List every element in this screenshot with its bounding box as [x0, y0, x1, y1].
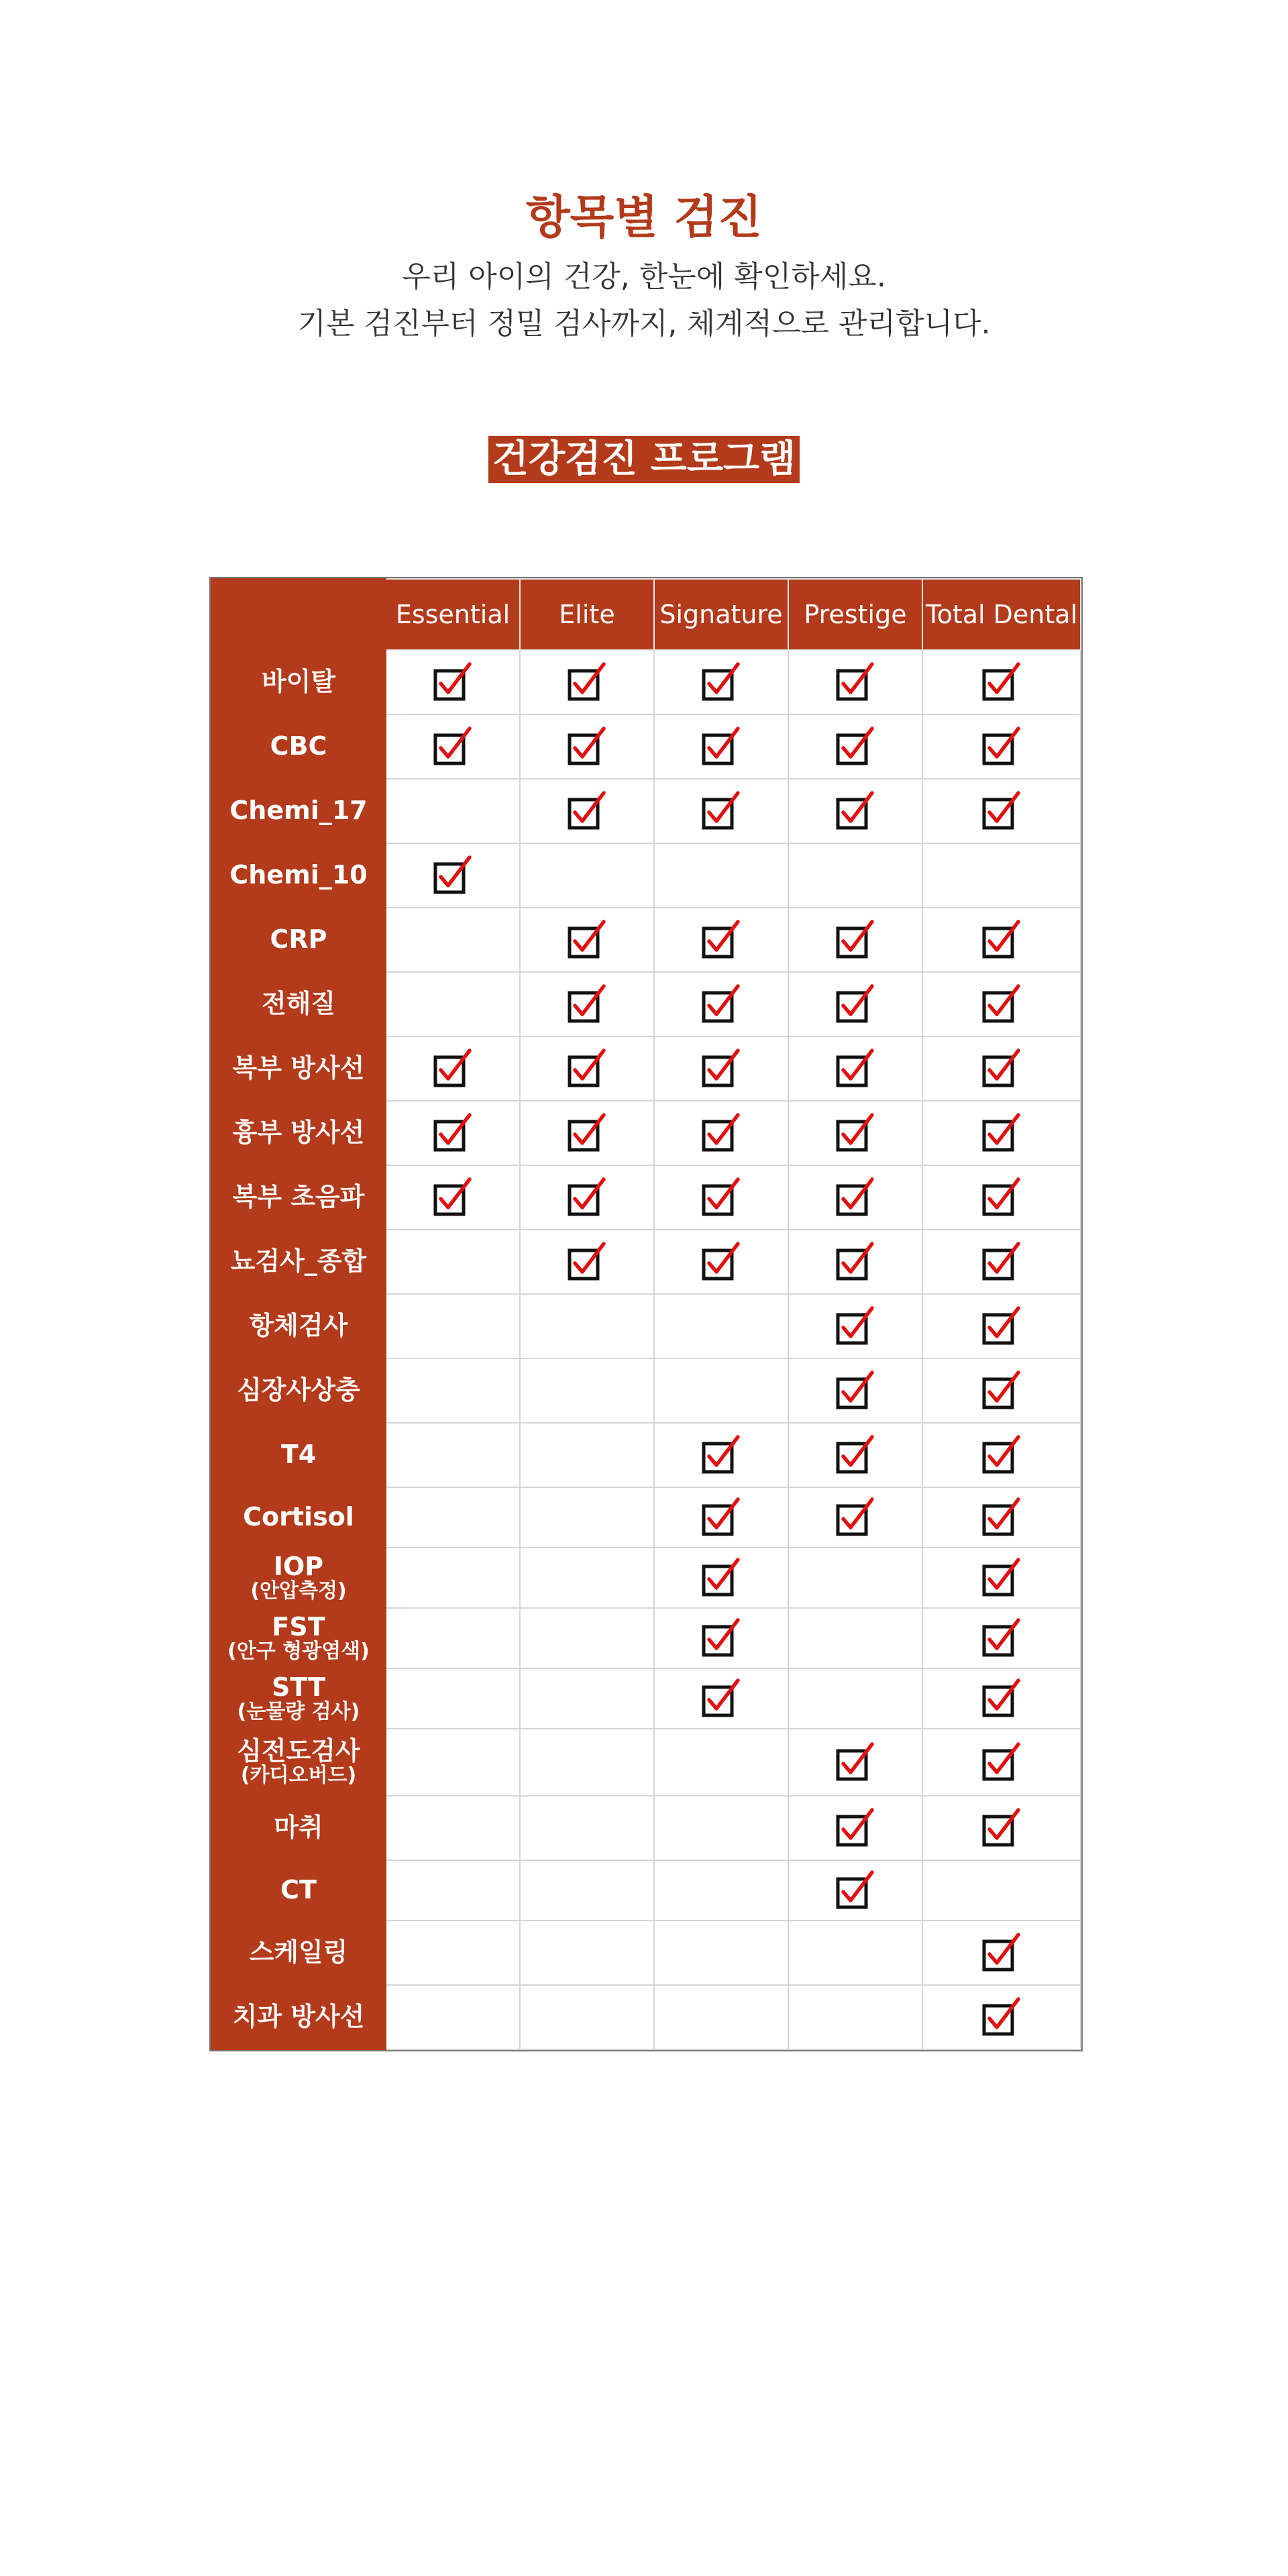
row-header-cell — [211, 908, 386, 972]
table-row — [211, 1165, 1081, 1230]
table-cell — [788, 1230, 922, 1294]
table-cell — [922, 1985, 1081, 2049]
table-cell — [520, 1548, 654, 1608]
table-cell — [788, 1729, 922, 1796]
table-cell — [922, 1165, 1081, 1230]
checkmark-icon — [835, 1497, 876, 1538]
checkmark-icon — [566, 1177, 608, 1218]
row-label: 심장사상충 — [237, 1375, 360, 1405]
table-cell — [386, 908, 520, 972]
row-header-cell — [211, 1548, 386, 1608]
row-label: 항체검사 — [249, 1311, 348, 1341]
table-row — [211, 1423, 1081, 1487]
row-header-cell — [211, 1985, 386, 2049]
table-row — [211, 1036, 1081, 1101]
table-cell — [654, 843, 788, 908]
table-cell — [788, 1487, 922, 1548]
checkmark-icon — [981, 790, 1022, 832]
table-cell — [386, 843, 520, 908]
row-label: T4 — [280, 1440, 317, 1470]
table-cell — [386, 1608, 520, 1668]
table-cell — [386, 1729, 520, 1796]
row-label: 바이탈 — [261, 667, 336, 697]
page-title: 항목별 검진 — [525, 191, 763, 244]
checkmark-icon — [981, 1678, 1022, 1719]
table-cell — [788, 779, 922, 843]
checkmark-icon — [835, 1370, 876, 1411]
table-cell — [386, 650, 520, 714]
table-cell — [922, 1423, 1081, 1487]
table-cell — [386, 1668, 520, 1729]
table-cell — [654, 650, 788, 714]
table-cell — [520, 1668, 654, 1729]
table-cell — [788, 1165, 922, 1230]
row-header-cell — [211, 1423, 386, 1487]
checkmark-icon — [700, 1678, 742, 1719]
table-cell — [654, 1423, 788, 1487]
checkmark-icon — [981, 1177, 1022, 1218]
row-label: IOP — [273, 1552, 324, 1582]
table-cell — [922, 1230, 1081, 1294]
row-label: FST — [272, 1612, 325, 1642]
checkmark-icon — [835, 1112, 876, 1154]
row-label: 복부 방사선 — [232, 1053, 365, 1083]
checkmark-icon — [981, 983, 1022, 1025]
checkup-comparison-table — [211, 578, 1081, 2050]
checkmark-icon — [981, 661, 1022, 703]
checkmark-icon — [700, 726, 742, 767]
table-cell — [520, 1165, 654, 1230]
checkmark-icon — [981, 1370, 1022, 1411]
row-header-cell — [211, 1101, 386, 1165]
table-cell — [520, 779, 654, 843]
table-cell — [922, 779, 1081, 843]
page-subtitle-line1: 우리 아이의 건강, 한눈에 확인하세요. — [402, 260, 886, 294]
checkmark-icon — [981, 1048, 1022, 1089]
table-cell — [654, 972, 788, 1036]
table-cell — [654, 1668, 788, 1729]
checkmark-icon — [981, 1807, 1022, 1849]
table-cell — [788, 972, 922, 1036]
checkmark-icon — [700, 919, 742, 961]
row-header-cell — [211, 1487, 386, 1548]
checkmark-icon — [432, 855, 474, 896]
table-cell — [654, 1165, 788, 1230]
table-row — [211, 714, 1081, 779]
row-label: CRP — [270, 924, 327, 955]
table-cell — [654, 1036, 788, 1101]
row-header-cell — [211, 1668, 386, 1729]
checkmark-icon — [700, 1557, 742, 1599]
table-cell — [654, 1921, 788, 1985]
checkmark-icon — [700, 1048, 742, 1089]
table-cell — [788, 650, 922, 714]
table-cell — [520, 1294, 654, 1358]
table-cell — [520, 1036, 654, 1101]
row-sublabel: (카디오버드) — [240, 1764, 357, 1788]
table-cell — [386, 1860, 520, 1921]
row-header-cell — [211, 1796, 386, 1860]
row-label: CT — [280, 1875, 317, 1905]
program-title: 건강검진 프로그램 — [488, 436, 800, 483]
row-label: CBC — [270, 731, 327, 761]
row-header-cell — [211, 1921, 386, 1985]
row-header-cell — [211, 1860, 386, 1921]
checkmark-icon — [981, 1557, 1022, 1599]
table-cell — [386, 1985, 520, 2049]
table-row — [211, 1985, 1081, 2049]
row-header-cell — [211, 843, 386, 908]
table-cell — [788, 1796, 922, 1860]
table-row — [211, 1608, 1081, 1668]
checkmark-icon — [835, 1177, 876, 1218]
checkmark-icon — [835, 1048, 876, 1089]
checkmark-icon — [981, 1932, 1022, 1974]
table-cell — [922, 1548, 1081, 1608]
table-row — [211, 650, 1081, 714]
table-cell — [788, 1358, 922, 1423]
table-cell — [788, 1860, 922, 1921]
column-header-total-dental: Total Dental — [922, 579, 1081, 650]
table-cell — [788, 843, 922, 908]
row-label: Chemi_10 — [229, 860, 368, 890]
table-cell — [520, 1796, 654, 1860]
checkmark-icon — [566, 661, 608, 703]
table-row — [211, 1294, 1081, 1358]
row-label: Chemi_17 — [229, 796, 368, 826]
row-sublabel: (안압측정) — [250, 1579, 347, 1603]
checkmark-icon — [835, 1870, 876, 1911]
checkmark-icon — [566, 1112, 608, 1154]
table-row — [211, 1101, 1081, 1165]
column-header-essential: Essential — [386, 579, 520, 650]
row-label: 스케일링 — [249, 1937, 348, 1968]
table-cell — [386, 1548, 520, 1608]
checkmark-icon — [981, 726, 1022, 767]
table-corner-cell — [211, 579, 386, 650]
table-cell — [654, 1358, 788, 1423]
table-cell — [386, 1101, 520, 1165]
table-cell — [386, 1294, 520, 1358]
table-cell — [654, 1608, 788, 1668]
table-cell — [654, 908, 788, 972]
table-cell — [520, 1101, 654, 1165]
row-header-cell — [211, 1358, 386, 1423]
table-cell — [654, 1230, 788, 1294]
table-cell — [386, 1487, 520, 1548]
table-row — [211, 1548, 1081, 1608]
table-cell — [520, 972, 654, 1036]
table-cell — [788, 1548, 922, 1608]
table-cell — [386, 1230, 520, 1294]
table-cell — [520, 1729, 654, 1796]
table-row — [211, 1796, 1081, 1860]
column-header-signature: Signature — [654, 579, 788, 650]
checkmark-icon — [700, 983, 742, 1025]
table-cell — [386, 972, 520, 1036]
table-cell — [386, 1165, 520, 1230]
table-cell — [922, 1860, 1081, 1921]
table-cell — [788, 714, 922, 779]
checkmark-icon — [835, 1434, 876, 1476]
row-label: 복부 초음파 — [232, 1182, 365, 1212]
table-cell — [386, 714, 520, 779]
table-row — [211, 1358, 1081, 1423]
table-cell — [520, 908, 654, 972]
table-row — [211, 843, 1081, 908]
table-cell — [654, 1487, 788, 1548]
row-label: 흉부 방사선 — [232, 1118, 365, 1148]
table-cell — [520, 1230, 654, 1294]
table-cell — [386, 1423, 520, 1487]
page-header — [0, 188, 1288, 347]
row-header-cell — [211, 1036, 386, 1101]
table-row — [211, 1921, 1081, 1985]
table-row — [211, 908, 1081, 972]
table-cell — [788, 1985, 922, 2049]
checkmark-icon — [981, 1741, 1022, 1783]
row-label: 마취 — [274, 1813, 323, 1843]
checkmark-icon — [981, 919, 1022, 961]
table-cell — [922, 1608, 1081, 1668]
table-row — [211, 1729, 1081, 1796]
checkmark-icon — [700, 1617, 742, 1659]
table-cell — [922, 908, 1081, 972]
table-cell — [520, 843, 654, 908]
table-cell — [520, 1487, 654, 1548]
checkmark-icon — [835, 661, 876, 703]
table-cell — [922, 1036, 1081, 1101]
checkmark-icon — [835, 1807, 876, 1849]
checkmark-icon — [432, 661, 474, 703]
column-header-prestige: Prestige — [788, 579, 922, 650]
table-cell — [654, 1729, 788, 1796]
row-header-cell — [211, 1165, 386, 1230]
checkmark-icon — [835, 1241, 876, 1283]
table-cell — [386, 779, 520, 843]
table-cell — [654, 1548, 788, 1608]
table-cell — [788, 1101, 922, 1165]
checkmark-icon — [700, 1497, 742, 1538]
checkmark-icon — [835, 790, 876, 832]
row-label: 전해질 — [261, 989, 336, 1019]
table-cell — [788, 1668, 922, 1729]
table-cell — [520, 1921, 654, 1985]
table-cell — [922, 1358, 1081, 1423]
row-label: 치과 방사선 — [232, 2002, 365, 2032]
table-cell — [386, 1358, 520, 1423]
checkmark-icon — [835, 1741, 876, 1783]
checkmark-icon — [981, 1241, 1022, 1283]
row-header-cell — [211, 650, 386, 714]
checkmark-icon — [432, 726, 474, 767]
row-label: Cortisol — [243, 1502, 354, 1532]
table-cell — [788, 1294, 922, 1358]
table-cell — [386, 1796, 520, 1860]
table-cell — [654, 1294, 788, 1358]
table-cell — [788, 1423, 922, 1487]
table-cell — [922, 1921, 1081, 1985]
checkmark-icon — [981, 1996, 1022, 2038]
row-header-cell — [211, 779, 386, 843]
checkmark-icon — [981, 1497, 1022, 1538]
checkmark-icon — [566, 1048, 608, 1089]
checkmark-icon — [566, 1241, 608, 1283]
row-header-cell — [211, 1230, 386, 1294]
table-cell — [520, 714, 654, 779]
table-cell — [922, 843, 1081, 908]
checkmark-icon — [700, 1112, 742, 1154]
table-cell — [654, 1101, 788, 1165]
table-body — [211, 650, 1081, 2049]
table-cell — [922, 1487, 1081, 1548]
row-header-cell — [211, 1729, 386, 1796]
table-cell — [520, 650, 654, 714]
checkmark-icon — [981, 1617, 1022, 1659]
table-cell — [520, 1608, 654, 1668]
table-row — [211, 1487, 1081, 1548]
table-row — [211, 779, 1081, 843]
table-cell — [922, 1668, 1081, 1729]
table-cell — [922, 972, 1081, 1036]
table-cell — [922, 1796, 1081, 1860]
table-cell — [386, 1036, 520, 1101]
table-row — [211, 1668, 1081, 1729]
row-label: STT — [271, 1672, 326, 1703]
table-cell — [520, 1423, 654, 1487]
row-sublabel: (안구 형광염색) — [227, 1640, 370, 1664]
table-cell — [386, 1921, 520, 1985]
table-row — [211, 972, 1081, 1036]
checkmark-icon — [700, 790, 742, 832]
table-cell — [654, 779, 788, 843]
checkmark-icon — [700, 1241, 742, 1283]
column-header-elite: Elite — [520, 579, 654, 650]
table-cell — [654, 714, 788, 779]
checkmark-icon — [981, 1305, 1022, 1347]
row-header-cell — [211, 714, 386, 779]
table-cell — [788, 908, 922, 972]
table-row — [211, 1860, 1081, 1921]
table-cell — [788, 1608, 922, 1668]
table-cell — [922, 1101, 1081, 1165]
checkmark-icon — [835, 983, 876, 1025]
checkmark-icon — [700, 661, 742, 703]
checkmark-icon — [835, 726, 876, 767]
checkmark-icon — [700, 1177, 742, 1218]
checkmark-icon — [566, 726, 608, 767]
table-cell — [788, 1921, 922, 1985]
page-subtitle-line2: 기본 검진부터 정밀 검사까지, 체계적으로 관리합니다. — [297, 307, 991, 341]
table-cell — [520, 1860, 654, 1921]
row-header-cell — [211, 1608, 386, 1668]
row-label: 심전도검사 — [237, 1736, 360, 1766]
checkmark-icon — [432, 1048, 474, 1089]
table-cell — [654, 1796, 788, 1860]
checkmark-icon — [566, 790, 608, 832]
row-header-cell — [211, 972, 386, 1036]
table-cell — [654, 1860, 788, 1921]
table-cell — [922, 1729, 1081, 1796]
row-label: 뇨검사_종합 — [230, 1246, 367, 1277]
checkmark-icon — [981, 1112, 1022, 1154]
table-cell — [922, 714, 1081, 779]
program-title-wrap — [0, 436, 1288, 483]
checkmark-icon — [432, 1112, 474, 1154]
checkmark-icon — [835, 1305, 876, 1347]
checkmark-icon — [981, 1434, 1022, 1476]
checkmark-icon — [432, 1177, 474, 1218]
table-cell — [922, 650, 1081, 714]
table-row — [211, 1230, 1081, 1294]
table-cell — [654, 1985, 788, 2049]
table-cell — [520, 1358, 654, 1423]
checkmark-icon — [835, 919, 876, 961]
row-header-cell — [211, 1294, 386, 1358]
table-cell — [922, 1294, 1081, 1358]
table-cell — [520, 1985, 654, 2049]
checkmark-icon — [700, 1434, 742, 1476]
checkmark-icon — [566, 983, 608, 1025]
table-header-row — [211, 579, 1081, 650]
row-sublabel: (눈물량 검사) — [237, 1700, 360, 1724]
checkmark-icon — [566, 919, 608, 961]
table-cell — [788, 1036, 922, 1101]
